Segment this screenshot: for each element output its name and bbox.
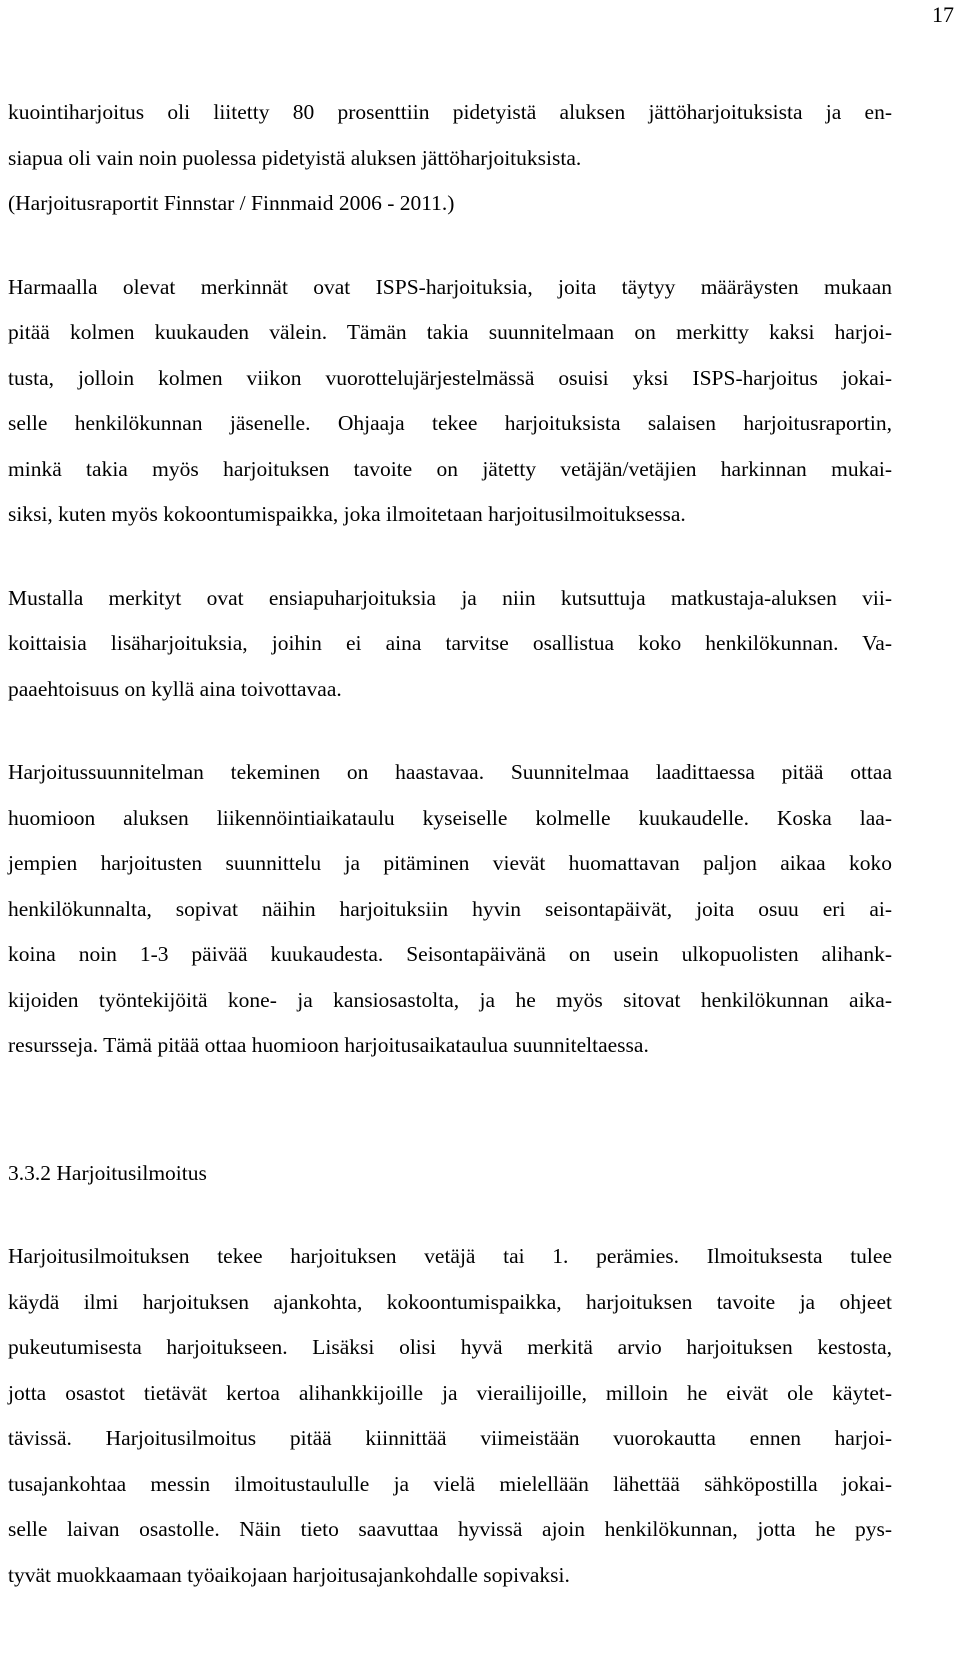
paragraph-2 (8, 265, 892, 538)
paragraph-gap (8, 1196, 892, 1234)
paragraph-gap (8, 538, 892, 576)
text-line: Mustalla merkityt ovat ensiapuharjoituksia ja niin kutsuttuja matkustaja-aluksen vii- (8, 585, 892, 610)
paragraph-3 (8, 576, 892, 713)
text-line: siksi, kuten myös kokoontumispaikka, joka ilmoitetaan harjoitusilmoituksessa. (8, 502, 686, 526)
page-number: 17 (932, 2, 954, 27)
text-line: siapua oli vain noin puolessa pidetyistä aluksen jättöharjoituksista. (8, 145, 582, 170)
paragraph-gap (8, 712, 892, 750)
document-body (8, 90, 892, 1598)
text-line: koittaisia lisäharjoituksia, joihin ei aina tarvitse osallistua koko henkilökunnan. Va- (8, 631, 892, 655)
text-line: paaehtoisuus on kyllä aina toivottavaa. (8, 676, 342, 701)
text-line: pukeutumisesta harjoitukseen. Lisäksi olisi hyvä merkitä arvio harjoituksen kestosta, (8, 1335, 892, 1359)
text-line: jotta osastot tietävät kertoa alihankkijoille ja vierailijoille, milloin he eivät ole käytet- (8, 1380, 892, 1405)
text-line: tusta, jolloin kolmen viikon vuorottelujärjestelmässä osuisi yksi ISPS-harjoitus jokai- (8, 365, 892, 390)
text-line: huomioon aluksen liikennöintiaikataulu kyseiselle kolmelle kuukaudelle. Koska laa- (8, 805, 892, 830)
text-line: resursseja. Tämä pitää ottaa huomioon harjoitusaikataulua suunniteltaessa. (8, 1033, 649, 1057)
paragraph-4 (8, 750, 892, 1069)
text-line: Harmaalla olevat merkinnät ovat ISPS-harjoituksia, joita täytyy määräysten mukaan (8, 274, 892, 299)
text-line: henkilökunnalta, sopivat näihin harjoituksiin hyvin seisontapäivät, joita osuu eri ai- (8, 896, 892, 921)
paragraph-1 (8, 90, 892, 227)
text-line: (Harjoitusraportit Finnstar / Finnmaid 2006 - 2011.) (8, 191, 455, 215)
section-heading: 3.3.2 Harjoitusilmoitus (8, 1160, 207, 1185)
text-line: minkä takia myös harjoituksen tavoite on jätetty vetäjän/vetäjien harkinnan mukai- (8, 456, 892, 481)
section-paragraph (8, 1234, 892, 1598)
text-line: selle laivan osastolle. Näin tieto saavuttaa hyvissä ajoin henkilökunnan, jotta he pys- (8, 1517, 892, 1541)
text-line: koina noin 1-3 päivää kuukaudesta. Seisontapäivänä on usein ulkopuolisten alihank- (8, 942, 892, 966)
text-line: Harjoitussuunnitelman tekeminen on haastavaa. Suunnitelmaa laadittaessa pitää ottaa (8, 760, 892, 784)
text-line: kijoiden työntekijöitä kone- ja kansiosastolta, ja he myös sitovat henkilökunnan aika- (8, 987, 892, 1012)
text-line: tusajankohtaa messin ilmoitustaululle ja vielä mielellään lähettää sähköpostilla jokai- (8, 1471, 892, 1496)
text-line: Harjoitusilmoituksen tekee harjoituksen vetäjä tai 1. perämies. Ilmoituksesta tulee (8, 1244, 892, 1268)
text-line: kuointiharjoitus oli liitetty 80 prosenttiin pidetyistä aluksen jättöharjoituksista ja en- (8, 100, 892, 124)
text-line: jempien harjoitusten suunnittelu ja pitäminen vievät huomattavan paljon aikaa koko (8, 851, 892, 875)
section-gap (8, 1069, 892, 1151)
text-line: käydä ilmi harjoituksen ajankohta, kokoontumispaikka, harjoituksen tavoite ja ohjeet (8, 1289, 892, 1314)
text-line: tävissä. Harjoitusilmoitus pitää kiinnittää viimeistään vuorokautta ennen harjoi- (8, 1426, 892, 1450)
paragraph-gap (8, 227, 892, 265)
text-line: selle henkilökunnan jäsenelle. Ohjaaja tekee harjoituksista salaisen harjoitusraportin, (8, 411, 892, 435)
text-line: tyvät muokkaamaan työaikojaan harjoitusajankohdalle sopivaksi. (8, 1562, 570, 1587)
text-line: pitää kolmen kuukauden välein. Tämän takia suunnitelmaan on merkitty kaksi harjoi- (8, 320, 892, 344)
